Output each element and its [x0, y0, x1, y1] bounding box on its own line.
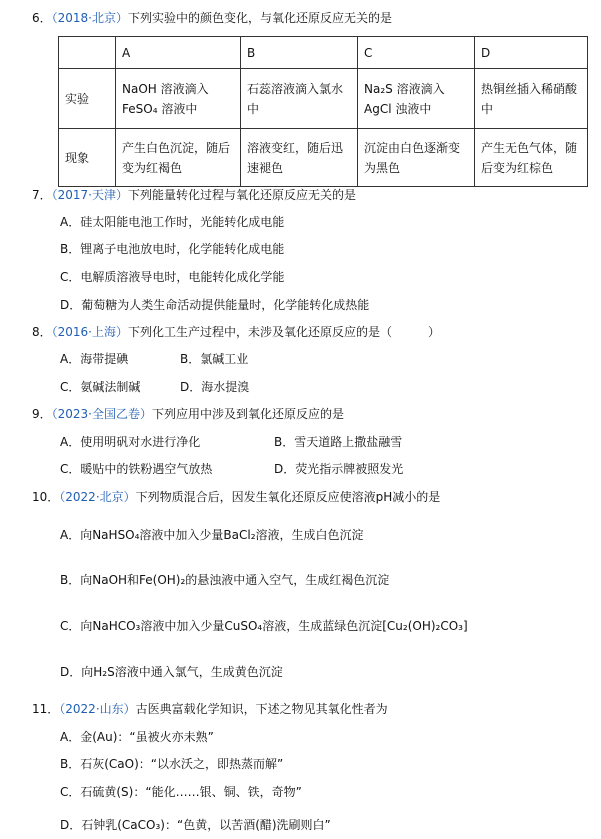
option-a: A．向NaHSO₄溶液中加入少量BaCl₂溶液，生成白色沉淀 — [60, 528, 364, 542]
question-8-stem — [32, 323, 440, 340]
question-text: 下列实验中的颜色变化，与氧化还原反应无关的是 — [128, 11, 393, 25]
table-header-row — [59, 37, 588, 69]
option-a: A．金(Au)：“虽被火亦未熟” — [60, 730, 214, 744]
question-10-stem — [32, 488, 440, 505]
question-11-stem — [32, 700, 388, 717]
option-b: B．石灰(CaO)：“以水沃之，即热蒸而解” — [60, 757, 284, 771]
question-text: 下列应用中涉及到氧化还原反应的是 — [152, 407, 345, 421]
table-header-cell: A — [116, 37, 241, 69]
question-text: 古医典富载化学知识，下述之物见其氧化性者为 — [135, 702, 388, 716]
question-text: 下列化工生产过程中，未涉及氧化还原反应的是（ ） — [128, 325, 441, 339]
question-source: （2022·山东） — [59, 702, 136, 716]
question-source: （2022·北京） — [59, 490, 136, 504]
option-b: B．锂离子电池放电时，化学能转化成电能 — [60, 242, 285, 256]
table-cell: 石蕊溶液滴入氯水中 — [241, 69, 358, 129]
question-source: （2016·上海） — [51, 325, 128, 339]
table-row-label: 现象 — [59, 129, 116, 187]
table-row-label: 实验 — [59, 69, 116, 129]
option-c: C．氨碱法制碱 — [60, 380, 141, 394]
question-number: 9． — [32, 407, 52, 421]
question-number: 6． — [32, 11, 52, 25]
table-cell: 溶液变红，随后迅速褪色 — [241, 129, 358, 187]
table-header-cell: D — [475, 37, 588, 69]
option-c: C．暖贴中的铁粉遇空气放热 — [60, 462, 213, 476]
table-cell: NaOH 溶液滴入 FeSO₄ 溶液中 — [116, 69, 241, 129]
table-header-cell: B — [241, 37, 358, 69]
option-c: C．石硫黄(S)：“能化……银、铜、铁，奇物” — [60, 785, 302, 799]
question-text: 下列物质混合后，因发生氧化还原反应使溶液pH减小的是 — [135, 490, 441, 504]
option-d: D．海水提溴 — [180, 380, 250, 394]
option-a: A．海带提碘 — [60, 352, 129, 366]
option-d: D．石钟乳(CaCO₃)：“色黄，以苦酒(醋)洗刷则白” — [60, 818, 331, 832]
question-source: （2018·北京） — [51, 11, 128, 25]
question-source: （2017·天津） — [51, 188, 128, 202]
table-cell: 产生白色沉淀，随后变为红褐色 — [116, 129, 241, 187]
question-9-stem — [32, 405, 344, 422]
table-header-cell — [59, 37, 116, 69]
table-header-cell: C — [358, 37, 475, 69]
question-text: 下列能量转化过程与氧化还原反应无关的是 — [128, 188, 357, 202]
option-b: B．雪天道路上撒盐融雪 — [274, 435, 403, 449]
table-row — [59, 69, 588, 129]
option-d: D．葡萄糖为人类生命活动提供能量时，化学能转化成热能 — [60, 298, 370, 312]
table-cell: 沉淀由白色逐渐变为黑色 — [358, 129, 475, 187]
table-cell: Na₂S 溶液滴入 AgCl 浊液中 — [358, 69, 475, 129]
question-number: 10． — [32, 490, 60, 504]
question-number: 7． — [32, 188, 52, 202]
option-c: C．向NaHCO₃溶液中加入少量CuSO₄溶液，生成蓝绿色沉淀[Cu₂(OH)₂CO₃] — [60, 619, 468, 633]
option-b: B．向NaOH和Fe(OH)₂的悬浊液中通入空气，生成红褐色沉淀 — [60, 573, 390, 587]
question-source: （2023·全国乙卷） — [51, 407, 152, 421]
question-number: 8． — [32, 325, 52, 339]
option-c: C．电解质溶液导电时，电能转化成化学能 — [60, 270, 285, 284]
table-row — [59, 129, 588, 187]
option-a: A．使用明矾对水进行净化 — [60, 435, 201, 449]
option-d: D．向H₂S溶液中通入氯气，生成黄色沉淀 — [60, 665, 283, 679]
table-cell: 热铜丝插入稀硝酸中 — [475, 69, 588, 129]
question-6-table — [58, 36, 588, 187]
question-number: 11． — [32, 702, 60, 716]
table-cell: 产生无色气体，随后变为红棕色 — [475, 129, 588, 187]
option-a: A．硅太阳能电池工作时，光能转化成电能 — [60, 215, 285, 229]
question-7-stem — [32, 186, 356, 203]
question-6-stem — [32, 9, 392, 26]
option-d: D．荧光指示牌被照发光 — [274, 462, 404, 476]
option-b: B．氯碱工业 — [180, 352, 249, 366]
